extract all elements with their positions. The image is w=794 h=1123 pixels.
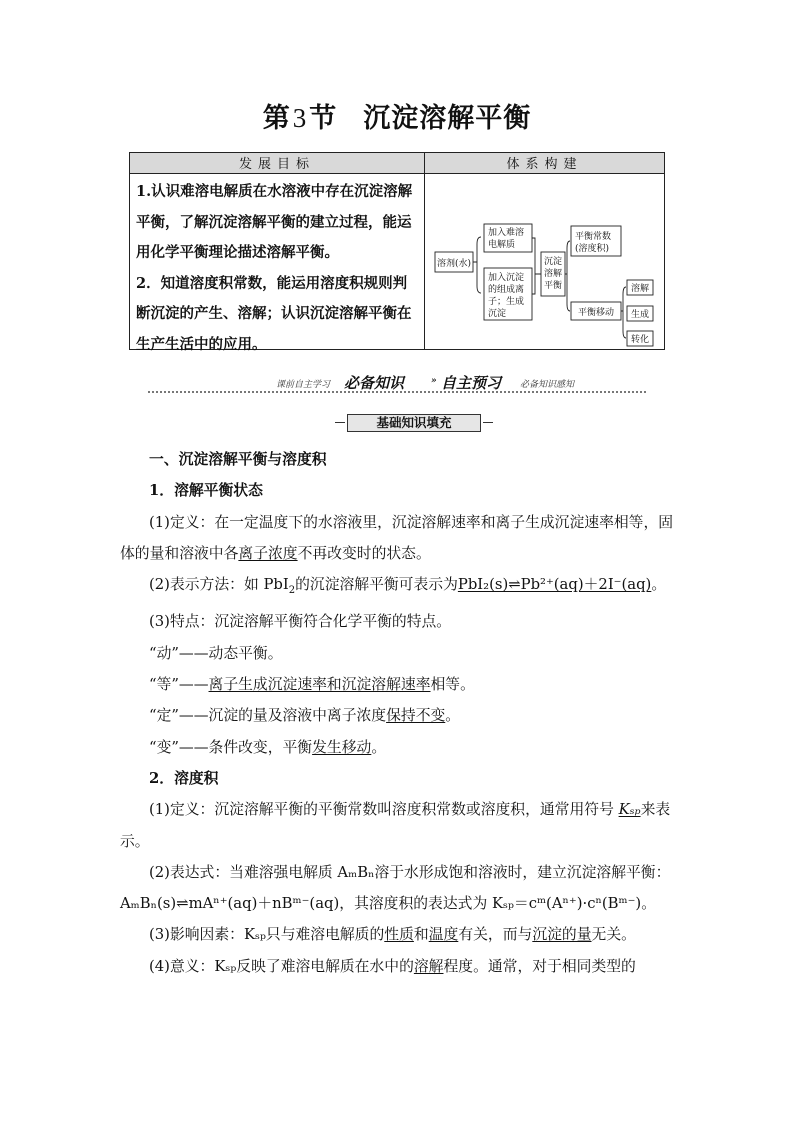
heading-1-2: 2．溶度积 xyxy=(149,769,219,787)
title-prefix: 第 xyxy=(262,103,291,134)
title-number: 3 xyxy=(292,103,308,133)
para-ksp-expression: (2)表达式：当难溶强电解质 AₘBₙ溶于水形成饱和溶液时，建立沉淀溶解平衡：AₘBₙ(s)⇌mAⁿ⁺(aq)＋nBᵐ⁻(aq)，其溶度积的表达式为 Kₛₚ＝cᵐ(Aⁿ⁺)·cⁿ(Bᵐ⁻)。 xyxy=(120,863,671,913)
section-banner xyxy=(148,372,646,390)
system-header: 体系构建 xyxy=(425,153,665,174)
para-expression: (2)表示方法：如 PbI$_2$的沉淀溶解平衡可表示为PbI₂(s)⇌Pb²⁺(aq)＋2I⁻(aq)。 xyxy=(149,576,667,597)
main-content xyxy=(120,444,678,982)
answer-dissolve: 溶解 xyxy=(413,957,444,975)
diagram-shift: 平衡移动 xyxy=(578,308,615,318)
diagram-add1-l1: 加入难溶 xyxy=(488,228,525,238)
diagram-k-l1: 平衡常数 xyxy=(575,232,612,242)
answer-unchanged: 保持不变 xyxy=(386,707,446,725)
diagram-add2-l4: 沉淀 xyxy=(488,309,507,319)
banner-right: 必备知识感知 xyxy=(520,380,575,390)
diagram-eq-l3: 平衡 xyxy=(544,281,563,291)
diagram-add1-l2: 电解质 xyxy=(488,240,516,250)
diagram-add2-l3: 子；生成 xyxy=(488,297,525,307)
diagram-add2-l2: 的组成离 xyxy=(488,285,525,295)
diagram-solvent: 溶剂(水) xyxy=(437,259,472,269)
banner-mid1: 必备知识 xyxy=(344,374,405,392)
system-diagram xyxy=(425,174,664,349)
goals-table xyxy=(129,152,665,353)
feature-dong: “动”——动态平衡。 xyxy=(149,644,283,662)
page-title xyxy=(0,96,794,135)
answer-amount: 沉淀的量 xyxy=(532,926,592,944)
answer-ksp: Kₛₚ xyxy=(618,801,641,819)
banner-divider xyxy=(148,391,646,393)
feature-deng: “等”——离子生成沉淀速率和沉淀溶解速率相等。 xyxy=(149,676,475,694)
goals-header: 发展目标 xyxy=(130,153,425,174)
para-ksp-definition: (1)定义：沉淀溶解平衡的平衡常数叫溶度积常数或溶度积，通常用符号 Kₛₚ来表示。 xyxy=(120,801,671,850)
answer-temperature: 温度 xyxy=(428,926,459,944)
diagram-r3: 转化 xyxy=(631,335,650,345)
title-suffix: 节 xyxy=(309,103,338,134)
diagram-k-l2: (溶度积) xyxy=(575,244,610,254)
goal-1: 1.认识难溶电解质在水溶液中存在沉淀溶解平衡，了解沉淀溶解平衡的建立过程，能运用化学平衡理论描述溶解平衡。 xyxy=(136,183,413,261)
para-features: (3)特点：沉淀溶解平衡符合化学平衡的特点。 xyxy=(149,613,452,631)
answer-nature: 性质 xyxy=(384,926,414,944)
heading-1: 一、沉淀溶解平衡与溶度积 xyxy=(149,451,327,468)
section-tag: 基础知识填充 xyxy=(347,414,481,432)
para-definition: (1)定义：在一定温度下的水溶液里，沉淀溶解速率和离子生成沉淀速率相等，固体的量和溶液中各离子浓度不再改变时的状态。 xyxy=(120,513,674,562)
answer-rates: 离子生成沉淀速率和沉淀溶解速率 xyxy=(208,676,431,694)
banner-left: 课前自主学习 xyxy=(276,380,331,390)
banner-mid2: 自主预习 xyxy=(441,374,502,392)
answer-equation: PbI₂(s)⇌Pb²⁺(aq)＋2I⁻(aq) xyxy=(457,576,652,594)
diagram-eq-l2: 溶解 xyxy=(544,269,563,279)
feature-ding: “定”——沉淀的量及溶液中离子浓度保持不变。 xyxy=(149,707,461,725)
goals-cell xyxy=(130,174,425,353)
answer-ion-conc: 离子浓度 xyxy=(238,544,298,562)
system-diagram-cell xyxy=(425,174,665,350)
diagram-r2: 生成 xyxy=(631,310,650,320)
feature-bian: “变”——条件改变，平衡发生移动。 xyxy=(149,738,387,756)
banner-arrow-icon: » xyxy=(431,376,437,386)
answer-shift: 发生移动 xyxy=(312,738,372,756)
para-ksp-meaning: (4)意义：Kₛₚ反映了难溶电解质在水中的溶解程度。通常，对于相同类型的 xyxy=(149,957,636,975)
heading-1-1: 1．溶解平衡状态 xyxy=(149,482,263,500)
title-name: 沉淀溶解平衡 xyxy=(363,103,532,134)
goal-2: 2．知道溶度积常数，能运用溶度积规则判断沉淀的产生、溶解；认识沉淀溶解平衡在生产生活中的应用。 xyxy=(136,274,412,353)
diagram-eq-l1: 沉淀 xyxy=(544,257,563,267)
para-ksp-factors: (3)影响因素：Kₛₚ只与难溶电解质的性质和温度有关，而与沉淀的量无关。 xyxy=(149,926,636,944)
diagram-add2-l1: 加入沉淀 xyxy=(488,273,525,283)
diagram-r1: 溶解 xyxy=(631,284,650,294)
